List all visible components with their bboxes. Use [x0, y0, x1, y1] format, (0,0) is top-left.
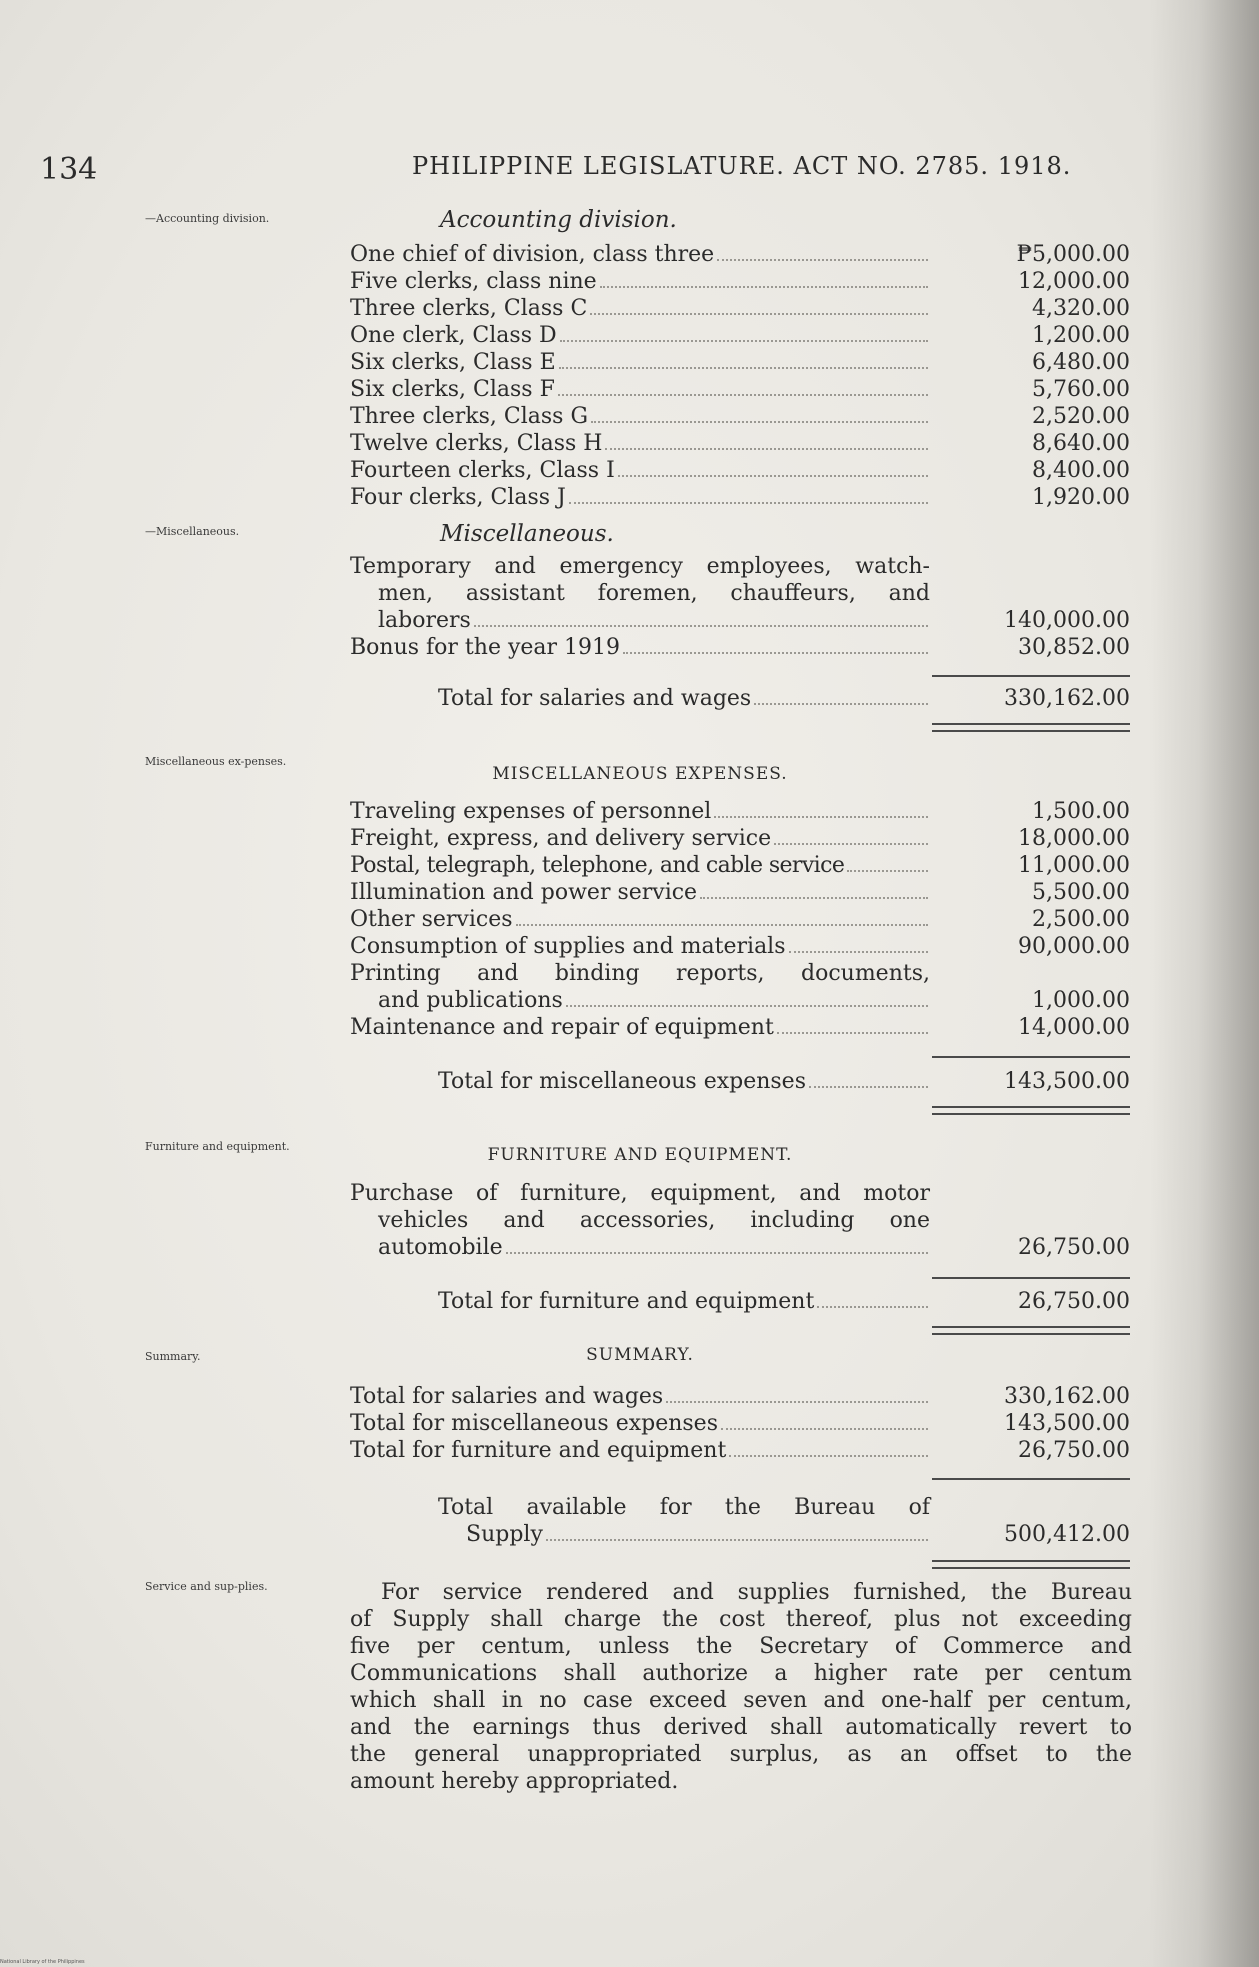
furniture-total-amount: 26,750.00 [1018, 1289, 1130, 1314]
printing-line-2: and publications [378, 987, 930, 1014]
printing-amount: 1,000.00 [1032, 988, 1130, 1013]
paragraph-line: which shall in no case exceed seven and one-half per centum, [350, 1688, 1132, 1713]
page-number: 134 [40, 152, 98, 187]
paragraph-line: and the earnings thus derived shall automatically revert to [350, 1715, 1132, 1740]
salaries-total-amount: 330,162.00 [1004, 686, 1130, 711]
accounting-amount: 1,920.00 [1032, 485, 1130, 510]
printing-line-1: Printing and binding reports, documents, [350, 961, 930, 986]
margin-note-summary: Summary. [145, 1350, 201, 1363]
rule [932, 1277, 1130, 1279]
furniture-total-line: Total for furniture and equipment [438, 1288, 930, 1315]
furniture-line-2: vehicles and accessories, including one [378, 1208, 930, 1233]
accounting-amount: 8,400.00 [1032, 458, 1130, 483]
margin-note-misc-expenses: Miscellaneous ex-penses. [145, 755, 287, 768]
margin-note-service: Service and sup-plies. [145, 1580, 268, 1593]
rule [932, 675, 1130, 677]
accounting-amount: 5,760.00 [1032, 377, 1130, 402]
grand-total-amount: 500,412.00 [1004, 1522, 1130, 1547]
accounting-item: One clerk, Class D [350, 322, 930, 349]
misc-expenses-heading: MISCELLANEOUS EXPENSES. [492, 764, 788, 784]
double-rule [932, 1326, 1130, 1335]
service-paragraph [350, 1579, 1132, 1795]
expense-amount: 2,500.00 [1032, 907, 1130, 932]
furniture-line-1: Purchase of furniture, equipment, and motor [350, 1181, 930, 1206]
margin-note-furniture: Furniture and equipment. [145, 1140, 290, 1153]
accounting-amount: 12,000.00 [1018, 269, 1130, 294]
expense-item: Other services [350, 906, 930, 933]
temporary-employees-line-1: Temporary and emergency employees, watch- [350, 554, 930, 579]
rule [932, 1056, 1130, 1058]
margin-note-miscellaneous: —Miscellaneous. [145, 525, 240, 538]
temporary-employees-line-3: laborers [378, 607, 930, 634]
accounting-item: Four clerks, Class J [350, 484, 930, 511]
accounting-item: Six clerks, Class F [350, 376, 930, 403]
accounting-item: Six clerks, Class E [350, 349, 930, 376]
accounting-item: Twelve clerks, Class H [350, 430, 930, 457]
expense-item: Illumination and power service [350, 879, 930, 906]
paragraph-line: amount hereby appropriated. [350, 1769, 679, 1794]
accounting-amount: 6,480.00 [1032, 350, 1130, 375]
summary-amount: 143,500.00 [1004, 1411, 1130, 1436]
accounting-item: Three clerks, Class G [350, 403, 930, 430]
grand-total-line-2: Supply [466, 1521, 930, 1548]
paragraph-line: five per centum, unless the Secretary of Commerce and [350, 1634, 1132, 1659]
expense-amount: 18,000.00 [1018, 826, 1130, 851]
expense-item: Postal, telegraph, telephone, and cable service [350, 852, 930, 879]
misc-expenses-total-line: Total for miscellaneous expenses [438, 1068, 930, 1095]
grand-total-line-1: Total available for the Bureau of [438, 1495, 930, 1520]
margin-note-accounting: —Accounting division. [145, 212, 270, 225]
expense-amount: 90,000.00 [1018, 934, 1130, 959]
paragraph-line: Communications shall authorize a higher rate per centum [350, 1661, 1132, 1686]
expense-amount: 5,500.00 [1032, 880, 1130, 905]
double-rule [932, 723, 1130, 732]
miscellaneous-heading: Miscellaneous. [440, 521, 614, 547]
paragraph-line: For service rendered and supplies furnished, the Bureau [381, 1580, 1132, 1605]
paragraph-line: of Supply shall charge the cost thereof, plus not exceeding [350, 1607, 1132, 1632]
accounting-amount: 4,320.00 [1032, 296, 1130, 321]
bonus-line: Bonus for the year 1919 [350, 634, 930, 661]
double-rule [932, 1560, 1130, 1569]
temporary-employees-amount: 140,000.00 [1004, 608, 1130, 633]
rule [932, 1478, 1130, 1480]
bonus-amount: 30,852.00 [1018, 635, 1130, 660]
summary-item: Total for furniture and equipment [350, 1437, 930, 1464]
summary-item: Total for miscellaneous expenses [350, 1410, 930, 1437]
furniture-amount: 26,750.00 [1018, 1235, 1130, 1260]
page-edge-shadow [1149, 0, 1259, 1967]
summary-amount: 330,162.00 [1004, 1384, 1130, 1409]
footer-credit: National Library of the Philippines [0, 1959, 85, 1965]
salaries-total-line: Total for salaries and wages [438, 685, 930, 712]
expense-item: Freight, express, and delivery service [350, 825, 930, 852]
misc-expenses-total-amount: 143,500.00 [1004, 1069, 1130, 1094]
accounting-item: Five clerks, class nine [350, 268, 930, 295]
accounting-amount: 1,200.00 [1032, 323, 1130, 348]
accounting-amount: 2,520.00 [1032, 404, 1130, 429]
furniture-line-3: automobile [378, 1234, 930, 1261]
paragraph-line: the general unappropriated surplus, as an offset to the [350, 1742, 1132, 1767]
summary-item: Total for salaries and wages [350, 1383, 930, 1410]
expense-amount: 11,000.00 [1018, 853, 1130, 878]
summary-amount: 26,750.00 [1018, 1438, 1130, 1463]
running-head: PHILIPPINE LEGISLATURE. ACT NO. 2785. 1918. [412, 152, 1072, 180]
accounting-item: Three clerks, Class C [350, 295, 930, 322]
accounting-amount: ₱5,000.00 [1016, 242, 1130, 267]
expense-item: Traveling expenses of personnel [350, 798, 930, 825]
furniture-heading: FURNITURE AND EQUIPMENT. [487, 1145, 793, 1165]
double-rule [932, 1106, 1130, 1115]
expense-item: Consumption of supplies and materials [350, 933, 930, 960]
expense-amount: 1,500.00 [1032, 799, 1130, 824]
accounting-heading: Accounting division. [440, 207, 677, 233]
accounting-item: One chief of division, class three [350, 241, 930, 268]
maintenance-line: Maintenance and repair of equipment [350, 1014, 930, 1041]
temporary-employees-line-2: men, assistant foremen, chauffeurs, and [378, 581, 930, 606]
summary-heading: SUMMARY. [586, 1345, 694, 1365]
accounting-amount: 8,640.00 [1032, 431, 1130, 456]
maintenance-amount: 14,000.00 [1018, 1015, 1130, 1040]
accounting-item: Fourteen clerks, Class I [350, 457, 930, 484]
